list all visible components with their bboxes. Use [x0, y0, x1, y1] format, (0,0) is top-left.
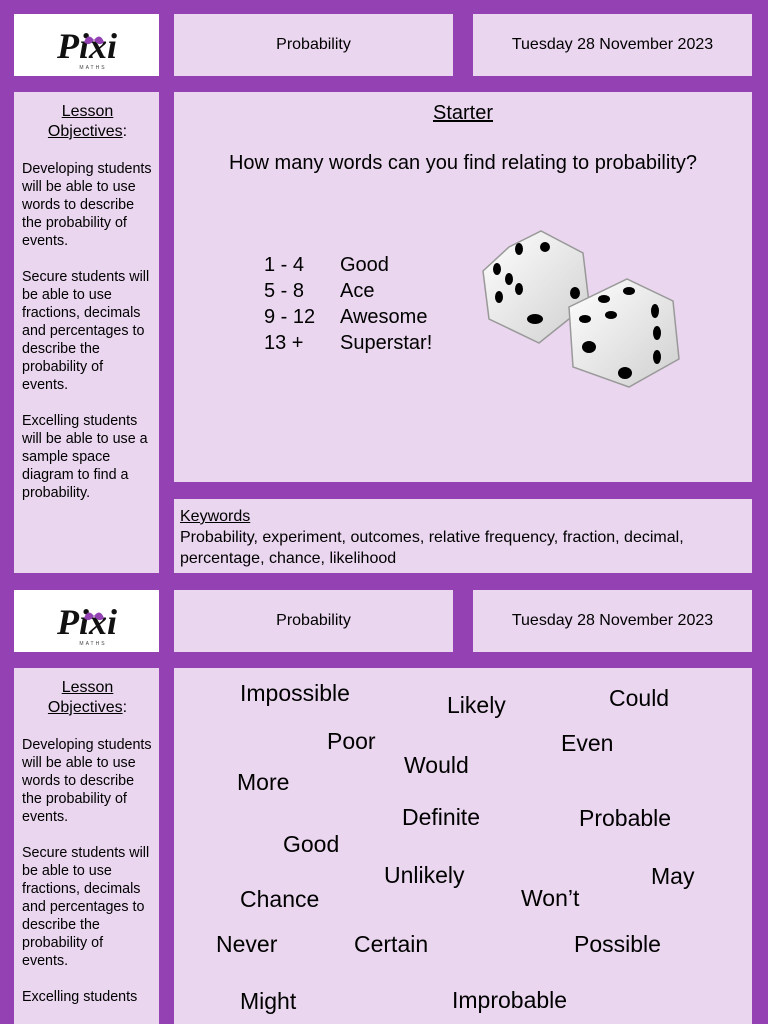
- pixi-logo-mark: [37, 594, 137, 648]
- objective-excelling: Excelling students: [22, 989, 138, 1005]
- starter-title: Starter: [432, 102, 494, 124]
- svg-text:MATHS: MATHS: [78, 641, 107, 647]
- pixi-logo: [14, 590, 159, 652]
- keywords-title: Keywords: [180, 508, 251, 525]
- score-row: 1 - 4 Good: [264, 254, 389, 276]
- word-item: Could: [609, 685, 670, 711]
- svg-text:Pixi: Pixi: [56, 602, 117, 642]
- word-item: Poor: [327, 728, 376, 754]
- starter-panel: [174, 92, 752, 482]
- pixi-logo: [14, 14, 159, 76]
- topic-title: Probability: [174, 14, 453, 76]
- score-row: 5 - 8 Ace: [264, 280, 375, 302]
- word-item: Won’t: [521, 885, 580, 911]
- word-item: Would: [404, 752, 469, 778]
- word-item: May: [651, 863, 695, 889]
- word-item: Even: [561, 730, 614, 756]
- word-item: Never: [216, 931, 278, 957]
- svg-text:Pixi: Pixi: [56, 26, 117, 66]
- svg-text:MATHS: MATHS: [78, 65, 107, 71]
- word-item: Probable: [579, 805, 672, 831]
- lesson-date: Tuesday 28 November 2023: [473, 14, 752, 76]
- dice-image: [479, 227, 684, 392]
- keywords-text: Probability, experiment, outcomes, relative frequency, fraction, decimal, percentage, chance, likelihood: [180, 529, 684, 567]
- lesson-objectives-panel: [14, 668, 159, 1024]
- score-row: 13 + Superstar!: [264, 332, 433, 354]
- pixi-logo-mark: [37, 18, 137, 72]
- word-item: Unlikely: [384, 862, 465, 888]
- lesson-objectives-heading: Lesson Objectives:: [47, 103, 128, 140]
- objective-excelling: Excelling students will be able to use a sample space diagram to find a probability.: [22, 413, 148, 501]
- word-item: Likely: [447, 692, 506, 718]
- objective-secure: Secure students will be able to use fractions, decimals and percentages to describe the probability of events.: [22, 845, 150, 969]
- word-item: Impossible: [240, 680, 350, 706]
- word-item: More: [237, 769, 290, 795]
- word-item: Improbable: [452, 987, 568, 1013]
- objective-developing: Developing students will be able to use words to describe the probability of events.: [22, 161, 152, 249]
- lesson-objectives-heading: Lesson Objectives:: [47, 679, 128, 716]
- word-cloud-panel: [174, 668, 752, 1024]
- word-item: Certain: [354, 931, 429, 957]
- word-item: Definite: [402, 804, 480, 830]
- objective-developing: Developing students will be able to use words to describe the probability of events.: [22, 737, 152, 825]
- lesson-objectives-panel: [14, 92, 159, 573]
- score-row: 9 - 12 Awesome: [264, 306, 428, 328]
- topic-title: Probability: [174, 590, 453, 652]
- word-item: Might: [240, 988, 297, 1014]
- score-table: [264, 252, 432, 356]
- objective-secure: Secure students will be able to use fractions, decimals and percentages to describe the probability of events.: [22, 269, 150, 393]
- starter-question: How many words can you find relating to probability?: [228, 152, 698, 174]
- keywords-panel: [174, 499, 752, 573]
- lesson-date: Tuesday 28 November 2023: [473, 590, 752, 652]
- word-item: Good: [283, 831, 340, 857]
- word-item: Possible: [574, 931, 661, 957]
- word-item: Chance: [240, 886, 320, 912]
